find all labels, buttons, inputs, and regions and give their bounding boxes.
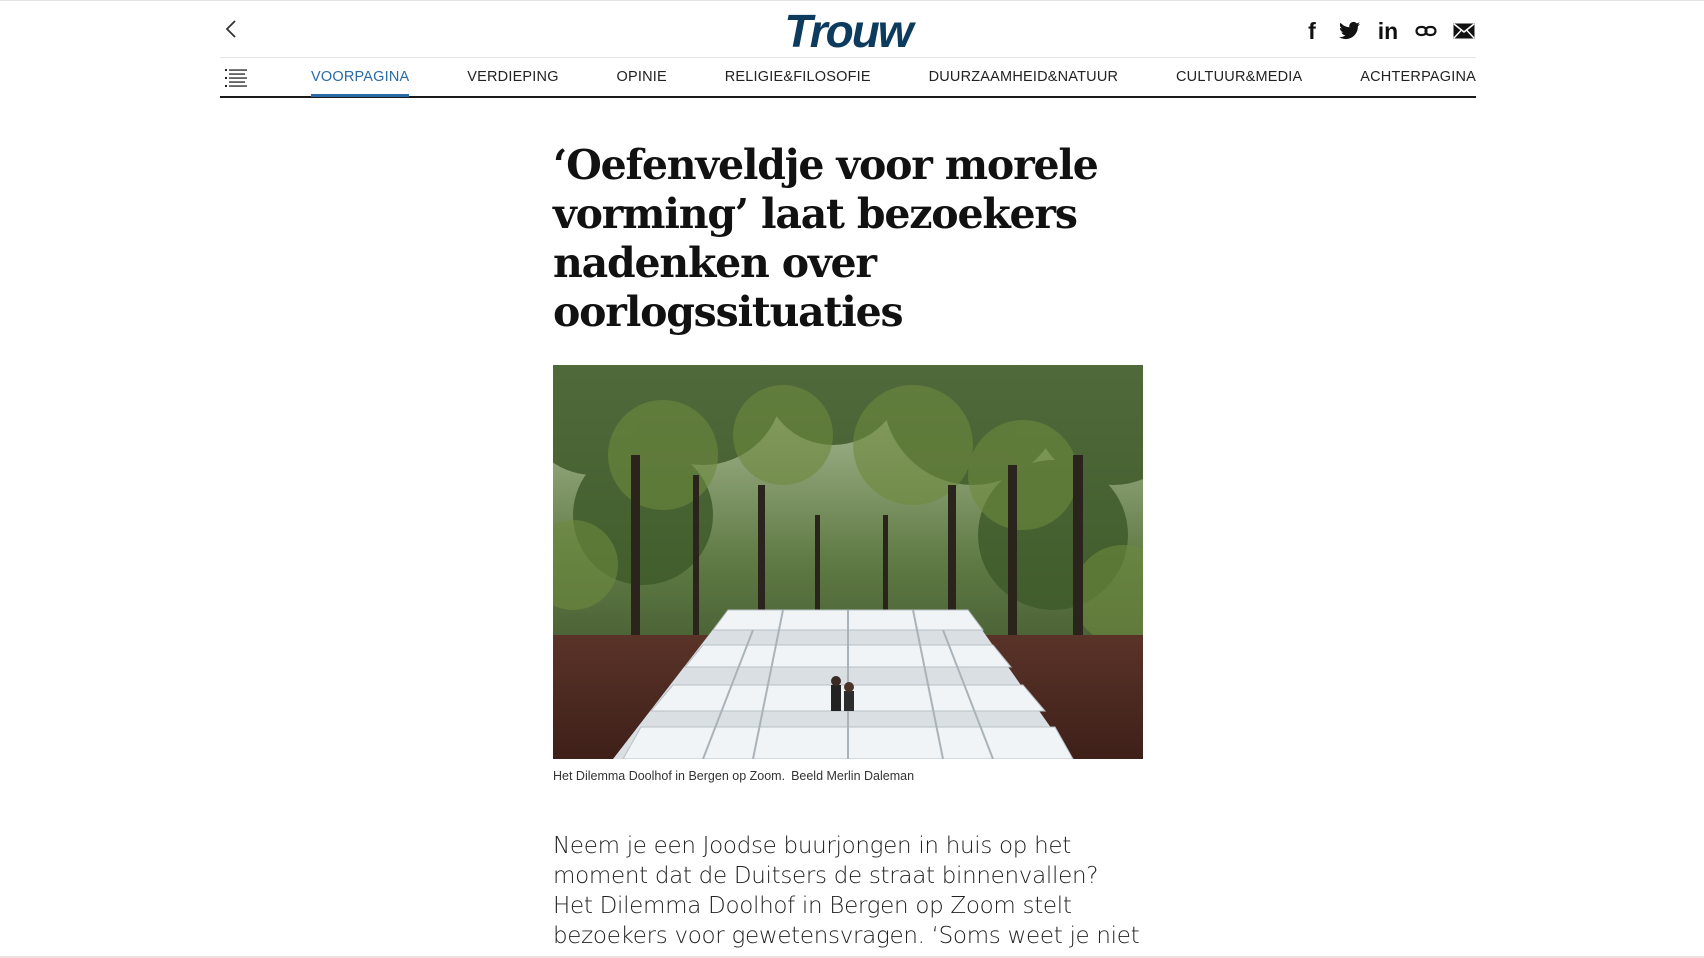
caption-text: Het Dilemma Doolhof in Bergen op Zoom. bbox=[553, 769, 786, 783]
trouw-logo[interactable]: Trouw bbox=[784, 5, 912, 57]
tab-duurzaamheid-natuur[interactable]: DUURZAAMHEID&NATUUR bbox=[928, 69, 1119, 85]
hero-image[interactable] bbox=[553, 365, 1143, 759]
tab-religie-filosofie[interactable]: RELIGIE&FILOSOFIE bbox=[724, 69, 871, 85]
article-headline: ‘Oefenveldje voor morele vorming’ laat bezoekers nadenken over oorlogssituaties bbox=[553, 141, 1098, 336]
tab-opinie[interactable]: OPINIE bbox=[616, 69, 667, 85]
caption-credit: Beeld Merlin Daleman bbox=[791, 769, 915, 783]
forest-maze-photo bbox=[553, 365, 1143, 759]
top-bar bbox=[220, 1, 1476, 57]
share-bar bbox=[1300, 15, 1476, 47]
link-icon[interactable] bbox=[1414, 17, 1438, 45]
tab-cultuur-media[interactable]: CULTUUR&MEDIA bbox=[1176, 69, 1303, 85]
tab-achterpagina[interactable]: ACHTERPAGINA bbox=[1360, 69, 1476, 85]
image-caption bbox=[553, 769, 1143, 783]
facebook-icon[interactable]: f bbox=[1308, 17, 1316, 44]
tab-verdieping[interactable]: VERDIEPING bbox=[467, 69, 559, 85]
article-lead: Neem je een Joodse buurjongen in huis op het moment dat de Duitsers de straat binnenvallen? Het Dilemma Doolhof in Bergen op Zoom stelt bezoekers voor gewetensvragen. ‘Soms weet je niet bbox=[553, 833, 1140, 949]
mail-icon[interactable] bbox=[1452, 17, 1476, 45]
menu-button[interactable] bbox=[224, 66, 248, 88]
menu-list-icon bbox=[224, 66, 248, 88]
linkedin-icon[interactable]: in bbox=[1377, 17, 1399, 44]
nav-items bbox=[311, 58, 1476, 97]
section-nav bbox=[220, 57, 1476, 98]
article bbox=[553, 141, 1143, 949]
twitter-icon[interactable] bbox=[1338, 17, 1362, 45]
tab-voorpagina[interactable]: VOORPAGINA bbox=[311, 58, 409, 97]
